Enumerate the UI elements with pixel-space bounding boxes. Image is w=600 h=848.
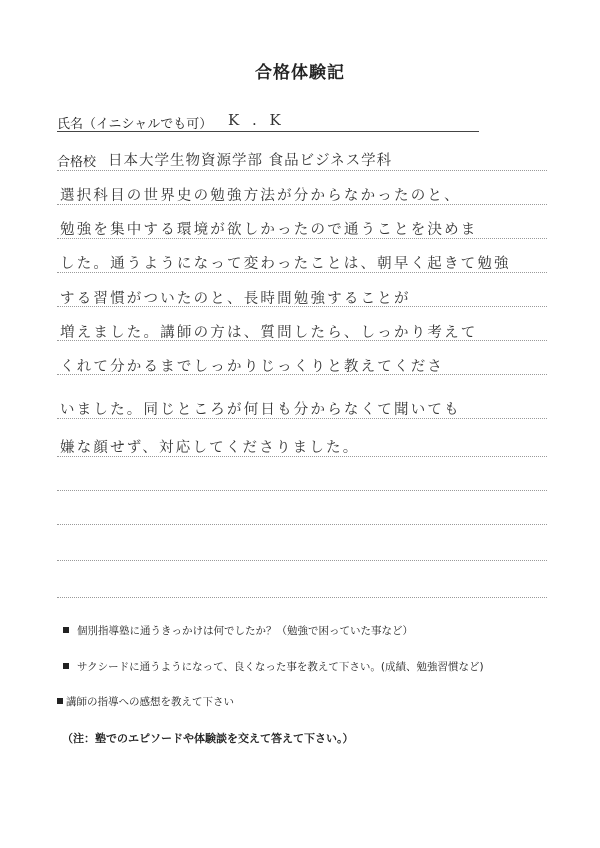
square-bullet-icon xyxy=(57,698,63,704)
essay-line: 選択科目の世界史の勉強方法が分からなかったのと、 xyxy=(60,188,461,204)
square-bullet-icon xyxy=(63,627,69,633)
name-label: 氏名（イニシャルでも可） xyxy=(57,117,213,132)
essay-line: くれて分かるまでしっかりじっくりと教えてくださ xyxy=(60,359,445,375)
essay-line: いました。同じところが何日も分からなくて聞いても xyxy=(60,402,461,418)
essay-line: 増えました。講師の方は、質問したら、しっかり考えて xyxy=(60,325,478,341)
instruction-note: （注：塾でのエピソードや体験談を交えて答えて下さい。） xyxy=(62,732,354,745)
ruled-line xyxy=(57,560,547,561)
question-text: 個別指導塾に通うきっかけは何でしたか？（勉強で困っていた事など） xyxy=(77,625,413,637)
square-bullet-icon xyxy=(63,663,69,669)
question-item xyxy=(57,694,234,709)
school-value: 日本大学生物資源学部 食品ビジネス学科 xyxy=(108,153,393,169)
essay-line: 嫌な顔せず、対応してくださりました。 xyxy=(60,440,360,456)
question-text: 講師の指導への感想を教えて下さい xyxy=(66,696,234,708)
name-value: K . K xyxy=(228,111,285,129)
question-text: サクシードに通うようになって、良くなった事を教えて下さい。(成績、勉強習慣など) xyxy=(77,661,484,673)
ruled-line xyxy=(57,597,547,598)
school-label: 合格校 xyxy=(57,155,97,170)
essay-line: 勉強を集中する環境が欲しかったので通うことを決めま xyxy=(60,222,478,238)
ruled-line xyxy=(57,524,547,525)
essay-line: した。通うようになって変わったことは、朝早く起きて勉強 xyxy=(60,256,511,272)
essay-line: する習慣がついたのと、長時間勉強することが xyxy=(60,291,411,307)
question-item xyxy=(63,623,413,638)
page-title: 合格体験記 xyxy=(255,63,345,83)
question-item xyxy=(63,659,484,674)
name-underline xyxy=(57,131,479,132)
ruled-line xyxy=(57,490,547,491)
ruled-line xyxy=(57,170,547,171)
